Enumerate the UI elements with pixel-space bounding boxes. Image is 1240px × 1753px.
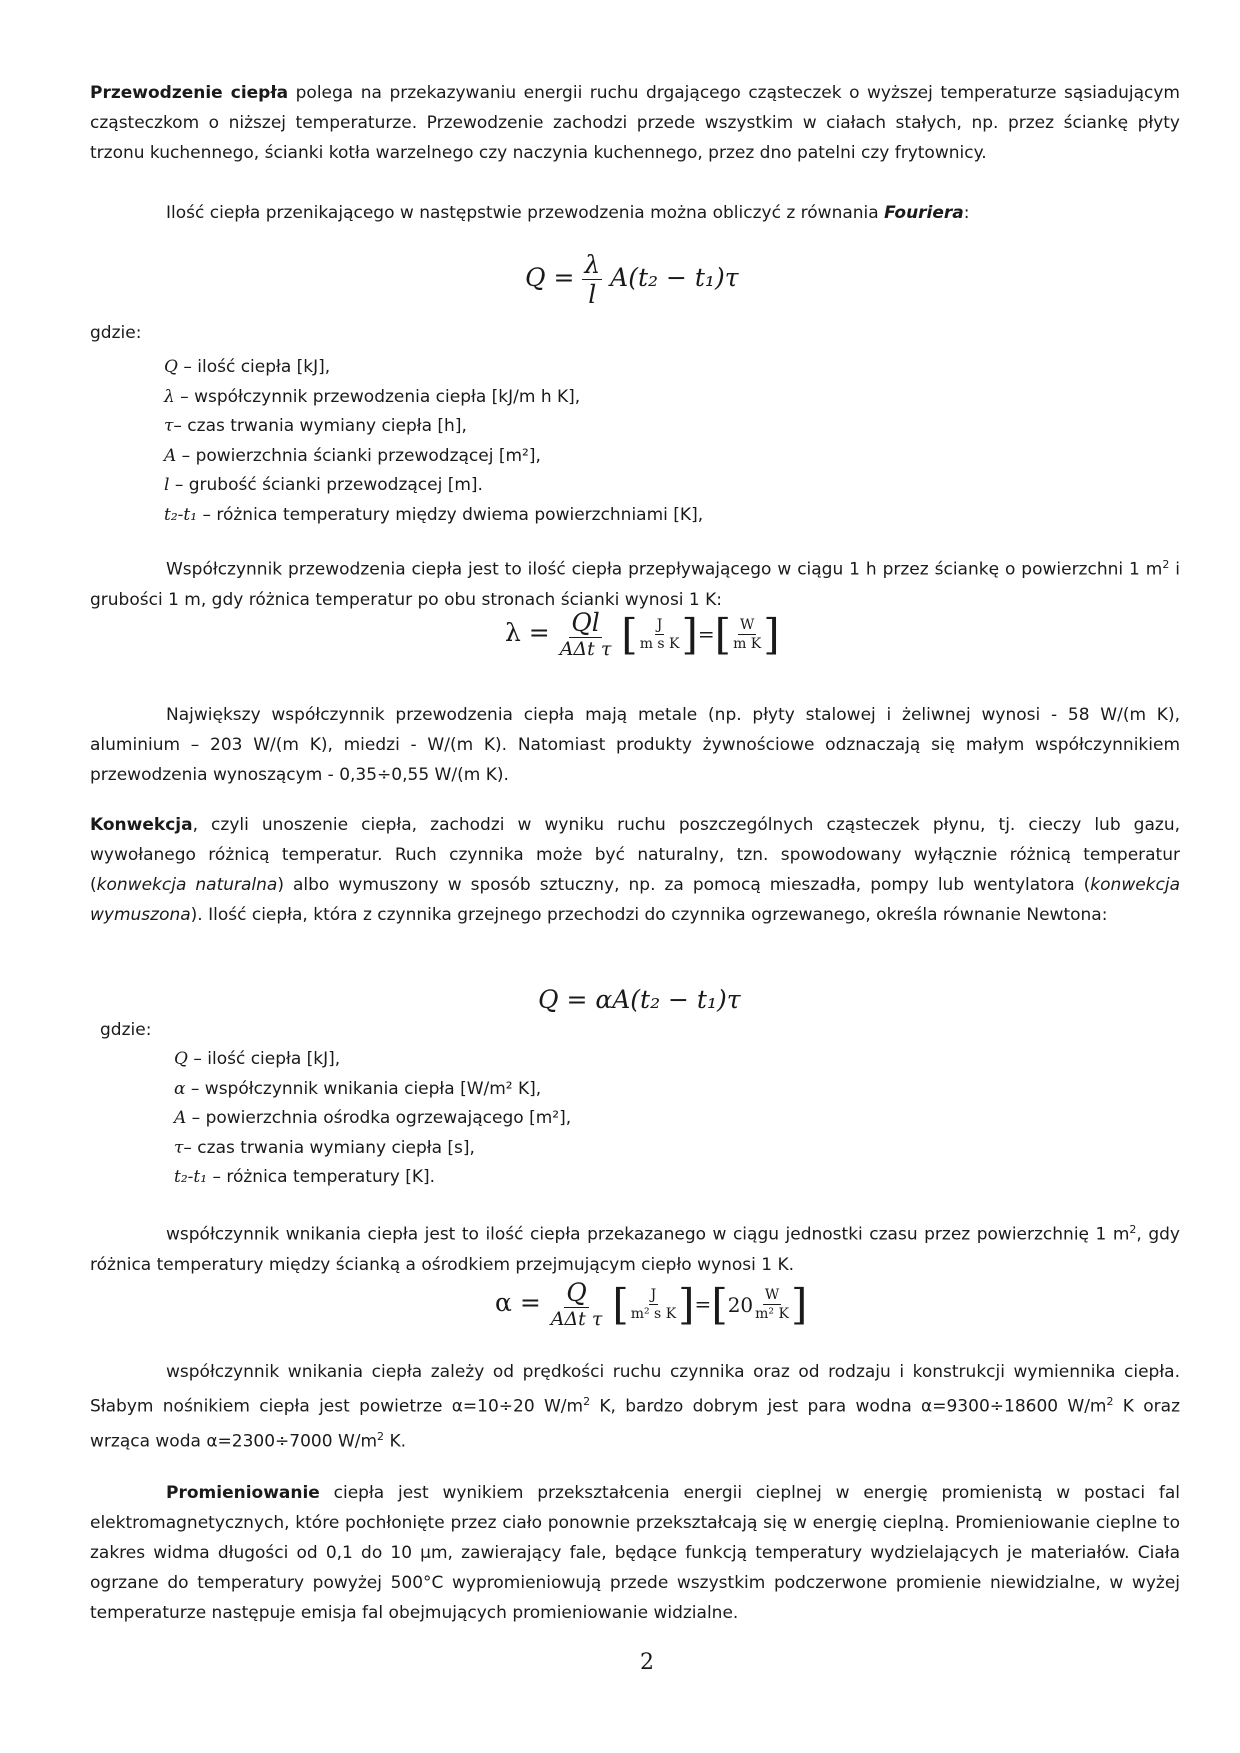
paragraph-radiation: Promieniowanie ciepła jest wynikiem przekształcenia energii cieplnej w energię promienistą w postaci fal elektromagnetycznych, które pochłonięte przez ciało ponownie przekształcają się w energię cieplną. Promieniowanie cieplne to zakres widma długości od 0,1 do 10 µm, zawierający fale, będące funkcją temperatury wydzielających je materiałów. Ciała ogrzane do temperatury powyżej 500°C wypromieniowują przede wszystkim podczerwone promienie niewidzialne, w wyżej temperaturze następuje emisja fal obejmujących promieniowanie widzialne.: [90, 1483, 1180, 1623]
symbol-definition: [174, 1163, 571, 1193]
definition-text: – powierzchnia ścianki przewodzącej [m²],: [176, 445, 541, 466]
label-gdzie: gdzie:: [100, 1020, 152, 1040]
formula-fourier: Q = $\frac{\lambda}{l}$ A(t₂ − t₁)τ: [525, 250, 739, 309]
definition-text: – współczynnik przewodzenia ciepła [kJ/m h K],: [174, 386, 581, 407]
paragraph-metals: Największy współczynnik przewodzenia ciepła mają metale (np. płyty stalowej i żeliwnej wynosi - 58 W/(m K), aluminium – 203 W/(m K), miedzi - W/(m K). Natomiast produkty żywnościowe odznaczają się małym współczynnikiem przewodzenia wynoszącym - 0,35÷0,55 W/(m K).: [90, 705, 1180, 785]
definition-text: – różnica temperatury między dwiema powierzchniami [K],: [197, 504, 704, 525]
formula-lambda: λ = $\frac{Ql}{\text{AΔt τ}}$ [ $\frac{J}{\text{m s K}}$ ] = [ $\frac{W}{\text{m K}}$ ]: [505, 608, 780, 660]
symbol: l: [164, 475, 170, 495]
symbol-definition: [174, 1134, 571, 1164]
symbol: Q: [164, 357, 178, 377]
fraction: $\frac{Q}{\text{AΔt τ}}$: [550, 1278, 603, 1330]
symbol: t₂-t₁: [164, 504, 198, 525]
definition-text: – współczynnik wnikania ciepła [W/m² K],: [185, 1078, 542, 1099]
definition-text: – różnica temperatury [K].: [207, 1167, 436, 1187]
symbol-list-fourier: [164, 353, 703, 530]
paragraph-convection: Konwekcja, czyli unoszenie ciepła, zachodzi w wyniku ruchu poszczególnych cząsteczek płynu, tj. cieczy lub gazu, wywołanego różnicą temperatur. Ruch czynnika może być naturalny, tzn. spowodowany wyłącznie różnicą temperatur (konwekcja naturalna) albo wymuszony w sposób sztuczny, np. za pomocą mieszadła, pompy lub wentylatora (konwekcja wymuszona). Ilość ciepła, która z czynnika grzejnego przechodzi do czynnika ogrzewanego, określa równanie Newtona:: [90, 815, 1181, 925]
fourier-name: Fouriera: [884, 203, 964, 223]
definition-text: – grubość ścianki przewodzącej [m].: [169, 475, 483, 495]
unit-bracket: [ $\frac{J}{\text{m s K}}$ ]: [621, 609, 698, 659]
symbol-definition: [164, 353, 703, 383]
symbol: A: [164, 445, 177, 466]
definition-text: – ilość ciepła [kJ],: [187, 1049, 341, 1069]
symbol: t₂-t₁: [174, 1167, 208, 1187]
paragraph-alpha-definition: współczynnik wnikania ciepła jest to ilość ciepła przekazanego w ciągu jednostki czasu przez powierzchnię 1 $m^2$, gdy różnica temperatury między ścianką a ośrodkiem przejmującym ciepło wynosi 1 K.: [90, 1223, 1180, 1275]
unit-bracket: [ $\frac{J}{\text{m² s K}}$ ]: [612, 1279, 695, 1329]
symbol-definition: [164, 383, 703, 413]
definition-text: – czas trwania wymiany ciepła [s],: [183, 1137, 475, 1158]
paragraph-fourier-intro: Ilość ciepła przenikającego w następstwie przewodzenia można obliczyć z równania Fouriera:: [166, 203, 970, 223]
definition-text: – czas trwania wymiany ciepła [h],: [173, 416, 467, 436]
unit-bracket: [ $\frac{W}{\text{m K}}$ ]: [714, 609, 780, 659]
page-number: 2: [640, 1650, 654, 1675]
formula-newton: Q = αA(t₂ − t₁)τ: [538, 985, 741, 1014]
symbol-list-newton: [174, 1045, 571, 1193]
symbol-definition: [164, 471, 703, 501]
symbol: τ: [174, 1137, 184, 1158]
paragraph-alpha-values: współczynnik wnikania ciepła zależy od prędkości ruchu czynnika oraz od rodzaju i konstrukcji wymiennika ciepła. Słabym nośnikiem ciepła jest powietrze α=10÷20 $W/m^2$ K, bardzo dobrym jest para wodna α=9300÷18600 $W/m^2$ K oraz wrząca woda α=2300÷7000 $W/m^2$ K.: [90, 1362, 1181, 1452]
term-convection: Konwekcja: [90, 815, 193, 835]
term-radiation: Promieniowanie: [166, 1483, 320, 1503]
symbol-definition: [164, 442, 703, 472]
term-conduction: Przewodzenie ciepła: [90, 83, 289, 103]
symbol: A: [174, 1108, 187, 1128]
definition-text: – powierzchnia ośrodka ogrzewającego [m²],: [186, 1108, 572, 1128]
symbol: α: [174, 1078, 186, 1099]
paragraph-lambda-definition: Współczynnik przewodzenia ciepła jest to ilość ciepła przepływającego w ciągu 1 h przez ściankę o powierzchni 1 $m^2$ i grubości 1 m, gdy różnica temperatur po obu stronach ścianki wynosi 1 K:: [90, 558, 1180, 610]
symbol: τ: [164, 416, 174, 436]
symbol-definition: [174, 1104, 571, 1134]
symbol: λ: [164, 386, 175, 407]
fraction: $\frac{Ql}{\text{AΔt τ}}$: [559, 608, 612, 660]
symbol-definition: [174, 1075, 571, 1105]
fraction: $\frac{\lambda}{l}$: [584, 250, 601, 309]
formula-alpha: α = $\frac{Q}{\text{AΔt τ}}$ [ $\frac{J}{\text{m² s K}}$ ] = [ 20 $\frac{W}{\text{m² K}}$ ]: [495, 1278, 808, 1330]
symbol-definition: [164, 412, 703, 442]
label-gdzie: gdzie:: [90, 323, 142, 343]
definition-text: – ilość ciepła [kJ],: [177, 357, 331, 377]
unit-bracket: [ 20 $\frac{W}{\text{m² K}}$ ]: [711, 1279, 808, 1329]
paragraph-conduction: Przewodzenie ciepła polega na przekazywaniu energii ruchu drgającego cząsteczek o wyższej temperaturze sąsiadującym cząsteczkom o niższej temperaturze. Przewodzenie zachodzi przede wszystkim w ciałach stałych, np. przez ściankę płyty trzonu kuchennego, ścianki kotła warzelnego czy naczynia kuchennego, przez dno patelni czy frytownicy.: [90, 83, 1180, 163]
symbol-definition: [164, 501, 703, 531]
symbol-definition: [174, 1045, 571, 1075]
symbol: Q: [174, 1049, 188, 1069]
